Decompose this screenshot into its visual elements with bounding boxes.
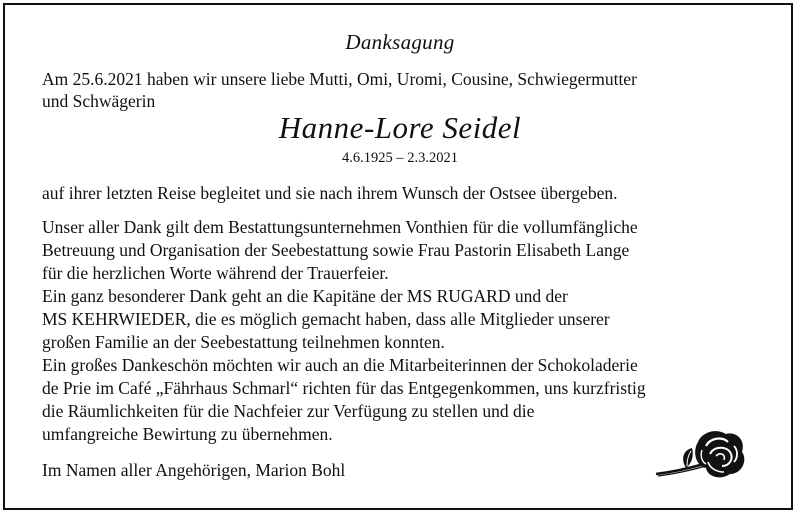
thanks-line-4: Ein ganz besonderer Dank geht an die Kapitäne der MS RUGARD und der: [42, 286, 568, 306]
thanks-line-9: die Räumlichkeiten für die Nachfeier zur Verfügung zu stellen und die: [42, 401, 535, 421]
intro-line-2: und Schwägerin: [42, 91, 156, 111]
journey-line: auf ihrer letzten Reise begleitet und sie nach ihrem Wunsch der Ostsee übergeben.: [42, 183, 618, 203]
rose-icon: [650, 428, 750, 484]
notice-heading: Danksagung: [345, 30, 455, 54]
life-dates: 4.6.1925 – 2.3.2021: [342, 150, 458, 166]
thanks-line-6: großen Familie an der Seebestattung teilnehmen konnten.: [42, 332, 445, 352]
thanks-line-10: umfangreiche Bewirtung zu übernehmen.: [42, 424, 333, 444]
thanks-line-5: MS KEHRWIEDER, die es möglich gemacht haben, dass alle Mitglieder unserer: [42, 309, 610, 329]
deceased-name: Hanne-Lore Seidel: [278, 110, 522, 145]
thanks-line-7: Ein großes Dankeschön möchten wir auch an die Mitarbeiterinnen der Schokoladerie: [42, 355, 638, 375]
signature-line: Im Namen aller Angehörigen, Marion Bohl: [42, 460, 346, 480]
intro-line-1: Am 25.6.2021 haben wir unsere liebe Mutti, Omi, Uromi, Cousine, Schwiegermutter: [42, 69, 637, 89]
thanks-line-3: für die herzlichen Worte während der Trauerfeier.: [42, 263, 389, 283]
thanks-line-2: Betreuung und Organisation der Seebestattung sowie Frau Pastorin Elisabeth Lange: [42, 240, 630, 260]
thanks-line-1: Unser aller Dank gilt dem Bestattungsunternehmen Vonthien für die vollumfängliche: [42, 217, 638, 237]
thanks-line-8: de Prie im Café „Fährhaus Schmarl“ richten für das Entgegenkommen, uns kurzfristig: [42, 378, 646, 398]
